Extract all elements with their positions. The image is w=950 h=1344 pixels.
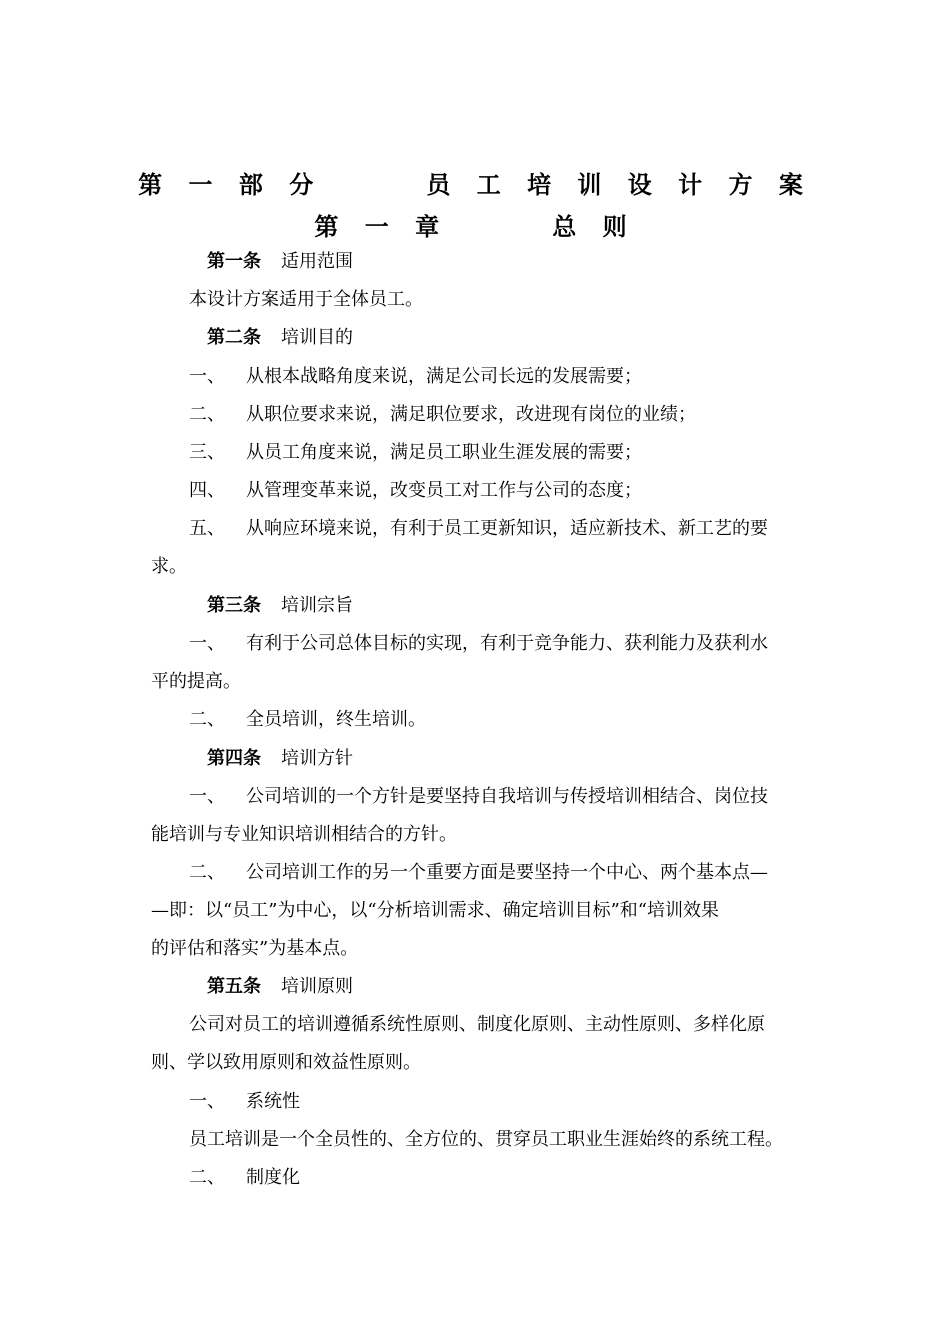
list-marker: 二、 xyxy=(189,862,225,883)
list-marker: 四、 xyxy=(189,480,225,501)
list-item: 从职位要求来说，满足职位要求，改进现有岗位的业绩； xyxy=(246,404,696,425)
article-number: 第三条 xyxy=(207,595,261,616)
paragraph: 本设计方案适用于全体员工。 xyxy=(189,289,423,310)
article-title: 培训方针 xyxy=(281,748,353,769)
article-title: 培训宗旨 xyxy=(281,595,353,616)
list-marker: 三、 xyxy=(189,442,225,463)
list-item: 从员工角度来说，满足员工职业生涯发展的需要； xyxy=(246,442,642,463)
list-item-continuation: 的评估和落实”为基本点。 xyxy=(151,938,359,959)
list-marker: 二、 xyxy=(189,404,225,425)
chapter-title: 第 一 章 总 则 xyxy=(314,213,636,241)
paragraph: 公司对员工的培训遵循系统性原则、制度化原则、主动性原则、多样化原 xyxy=(189,1014,765,1035)
list-marker: 一、 xyxy=(189,1091,225,1112)
list-item-continuation: 平的提高。 xyxy=(151,671,241,692)
list-marker: 二、 xyxy=(189,709,225,730)
article-title: 培训原则 xyxy=(281,976,353,997)
list-item: 系统性 xyxy=(246,1091,300,1112)
article-number: 第五条 xyxy=(207,976,261,997)
list-marker: 一、 xyxy=(189,786,225,807)
list-item: 从根本战略角度来说，满足公司长远的发展需要； xyxy=(246,366,642,387)
list-item-continuation: 能培训与专业知识培训相结合的方针。 xyxy=(151,824,457,845)
paragraph-continuation: 则、学以致用原则和效益性原则。 xyxy=(151,1052,421,1073)
article-title: 适用范围 xyxy=(281,251,353,272)
list-marker: 二、 xyxy=(189,1167,225,1188)
list-item: 制度化 xyxy=(246,1167,300,1188)
list-marker: 一、 xyxy=(189,633,225,654)
paragraph: 员工培训是一个全员性的、全方位的、贯穿员工职业生涯始终的系统工程。 xyxy=(189,1129,783,1150)
article-heading-4 xyxy=(207,747,353,771)
article-heading-2 xyxy=(207,326,353,350)
list-marker: 一、 xyxy=(189,366,225,387)
list-item: 从响应环境来说，有利于员工更新知识，适应新技术、新工艺的要 xyxy=(246,518,768,539)
list-marker: 五、 xyxy=(189,518,225,539)
article-number: 第一条 xyxy=(207,251,261,272)
article-title: 培训目的 xyxy=(281,327,353,348)
list-item-continuation: —即：以“员工”为中心，以“分析培训需求、确定培训目标”和“培训效果 xyxy=(151,900,720,921)
list-item-continuation: 求。 xyxy=(151,556,187,577)
list-item: 从管理变革来说，改变员工对工作与公司的态度； xyxy=(246,480,642,501)
article-heading-5 xyxy=(207,975,353,999)
article-heading-1 xyxy=(207,250,353,274)
list-item: 有利于公司总体目标的实现，有利于竞争能力、获利能力及获利水 xyxy=(246,633,768,654)
article-number: 第二条 xyxy=(207,327,261,348)
article-heading-3 xyxy=(207,594,353,618)
list-item: 公司培训工作的另一个重要方面是要坚持一个中心、两个基本点— xyxy=(246,862,768,883)
article-number: 第四条 xyxy=(207,748,261,769)
list-item: 公司培训的一个方针是要坚持自我培训与传授培训相结合、岗位技 xyxy=(246,786,768,807)
part-title: 第 一 部 分 员 工 培 训 设 计 方 案 xyxy=(138,171,812,199)
list-item: 全员培训，终生培训。 xyxy=(246,709,426,730)
